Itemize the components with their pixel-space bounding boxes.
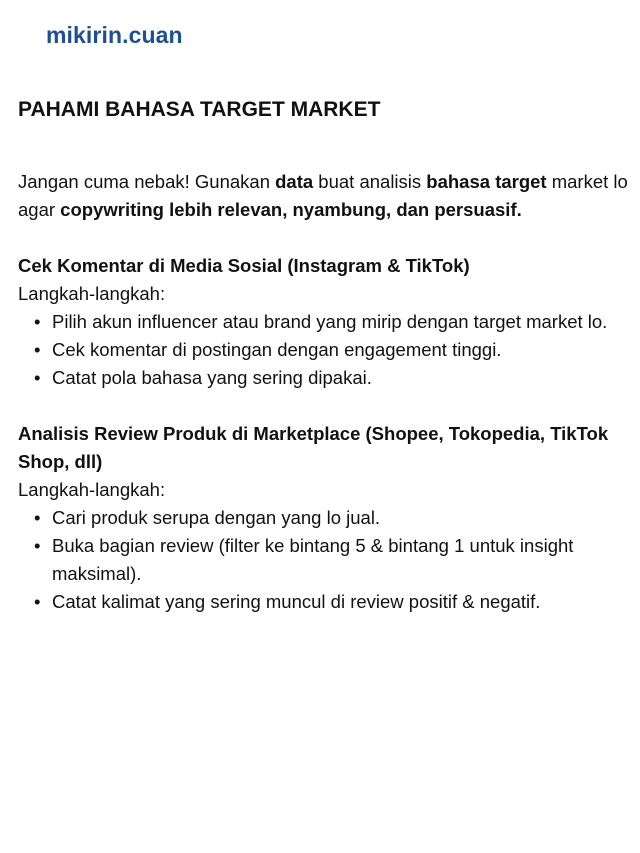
list-item — [32, 588, 630, 616]
list-item — [32, 308, 630, 336]
article-body — [18, 96, 630, 616]
bullet-icon: • — [34, 311, 41, 332]
step-text: Pilih akun influencer atau brand yang mirip dengan target market lo. — [52, 311, 608, 332]
intro-text-3: market lo agar — [18, 171, 628, 220]
brand-logo: mikirin.cuan — [46, 22, 183, 48]
intro-emphasis-target: bahasa target — [426, 171, 547, 192]
list-item — [32, 532, 630, 588]
list-item — [32, 336, 630, 364]
intro-emphasis-copywriting: copywriting lebih relevan, nyambung, dan persuasif. — [60, 199, 522, 220]
bullet-icon: • — [34, 591, 41, 612]
section-social-media — [18, 252, 630, 392]
page-title: PAHAMI BAHASA TARGET MARKET — [18, 98, 381, 121]
intro-text-1: Jangan cuma nebak! Gunakan — [18, 171, 276, 192]
step-text: Catat pola bahasa yang sering dipakai. — [52, 367, 372, 388]
list-item — [32, 364, 630, 392]
step-text: Buka bagian review (filter ke bintang 5 & bintang 1 untuk insight maksimal). — [52, 535, 574, 584]
steps-label: Langkah-langkah: — [18, 283, 166, 304]
section-heading: Analisis Review Produk di Marketplace (Shopee, Tokopedia, TikTok Shop, dll) — [18, 423, 609, 472]
steps-list — [18, 308, 630, 392]
intro-paragraph — [18, 168, 630, 224]
section-heading: Cek Komentar di Media Sosial (Instagram & TikTok) — [18, 255, 470, 276]
step-text: Catat kalimat yang sering muncul di review positif & negatif. — [52, 591, 541, 612]
step-text: Cari produk serupa dengan yang lo jual. — [52, 507, 381, 528]
list-item — [32, 504, 630, 532]
step-text: Cek komentar di postingan dengan engagement tinggi. — [52, 339, 502, 360]
steps-list — [18, 504, 630, 616]
bullet-icon: • — [34, 535, 41, 556]
steps-label: Langkah-langkah: — [18, 479, 166, 500]
intro-text-2: buat analisis — [313, 171, 427, 192]
bullet-icon: • — [34, 507, 41, 528]
bullet-icon: • — [34, 367, 41, 388]
intro-emphasis-data: data — [275, 171, 314, 192]
bullet-icon: • — [34, 339, 41, 360]
section-marketplace-review — [18, 420, 630, 616]
